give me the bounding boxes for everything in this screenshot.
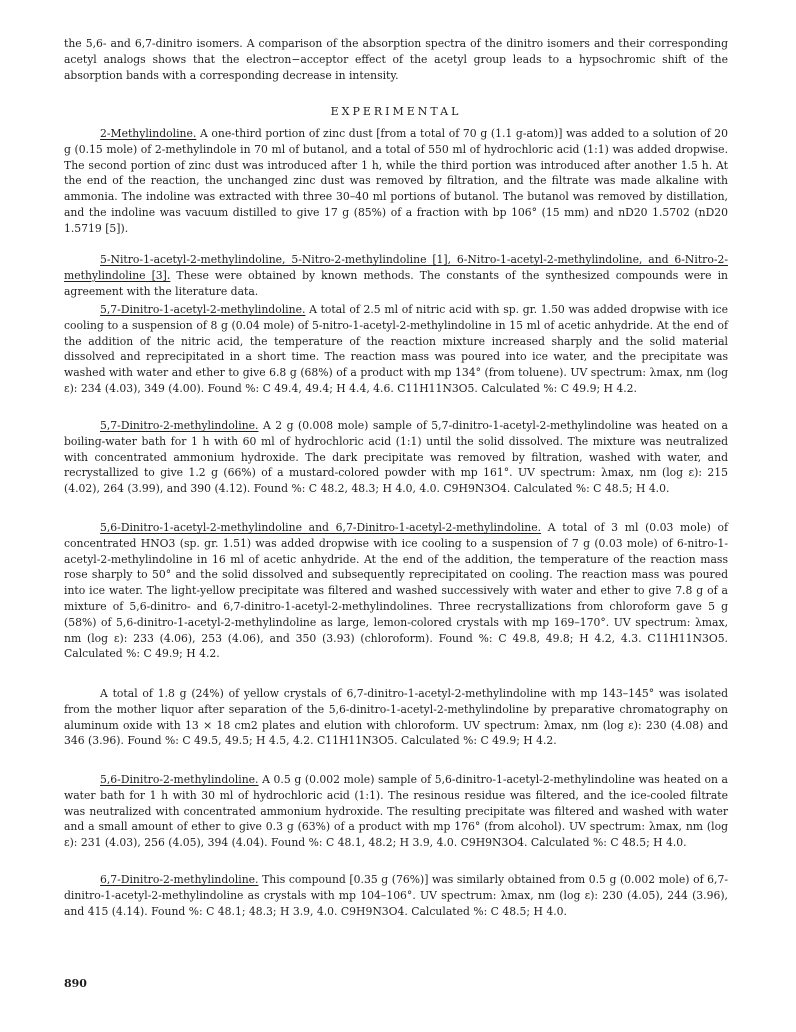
procedure-56-dinitro-methyl xyxy=(64,772,728,851)
procedure-56-67-dinitro-acetyl xyxy=(64,520,728,662)
compound-title: 5,6-Dinitro-1-acetyl-2-methylindoline and 6,7-Dinitro-1-acetyl-2-methylindoline. xyxy=(100,521,542,534)
compound-title: 6,7-Dinitro-2-methylindoline. xyxy=(100,873,259,886)
section-heading: EXPERIMENTAL xyxy=(330,105,462,118)
compound-title: 2-Methylindoline. xyxy=(100,127,197,140)
compound-title: 5,6-Dinitro-2-methylindoline. xyxy=(100,773,259,786)
paragraph-text: A total of 3 ml (0.03 mole) of concentrated HNO3 (sp. gr. 1.51) was added dropwise with ice cooling to a suspension of 7 g (0.03 mole) of 6-nitro-1-acetyl-2-methylindoline in 16 ml of acetic anhydride. At the end of the addition, the temperature of the reaction mass rose sharply to 50° and the solid dissolved and subsequently reprecipitated on cooling. The reaction mass was poured into ice water. The light-yellow precipitate was filtered and washed successively with water and ether to give 7.8 g of a mixture of 5,6-dinitro- and 6,7-dinitro-1-acetyl-2-methylindolines. Three recrystallizations from chloroform gave 5 g (58%) of 5,6-dinitro-1-acetyl-2-methylindoline as large, lemon-colored crystals with mp 169–170°. UV spectrum: λmax, nm (log ε): 233 (4.06), 253 (4.06), and 350 (3.93) (chloroform). Found %: C 49.8, 49.8; H 4.2, 4.3. C11H11N3O5. Calculated %: C 49.9; H 4.2. xyxy=(64,521,729,661)
procedure-nitro-compounds xyxy=(64,252,728,299)
procedure-57-dinitro-acetyl xyxy=(64,302,728,397)
paragraph-text: A 2 g (0.008 mole) sample of 5,7-dinitro-1-acetyl-2-methylindoline was heated on a boiling-water bath for 1 h with 60 ml of hydrochloric acid (1:1) until the solid dissolved. The mixture was neutralized with concentrated ammonium hydroxide. The dark precipitate was removed by filtration, washed with water, and recrystallized to give 1.2 g (66%) of a mustard-colored powder with mp 161°. UV spectrum: λmax, nm (log ε): 215 (4.02), 264 (3.99), and 390 (4.12). Found %: C 48.2, 48.3; H 4.0, 4.0. C9H9N3O4. Calculated %: C 48.5; H 4.0. xyxy=(64,419,728,496)
page-number: 890 xyxy=(64,977,87,990)
procedure-chromatography xyxy=(64,686,728,749)
paragraph-text: A one-third portion of zinc dust [from a total of 70 g (1.1 g-atom)] was added to a solution of 20 g (0.15 mole) of 2-methylindole in 70 ml of butanol, and a total of 550 ml of hydrochloric acid (1:1) was added dropwise. The second portion of zinc dust was introduced after 1 h, while the third portion was introduced after another 1.5 h. At the end of the reaction, the unchanged zinc dust was removed by filtration, and the filtrate was made alkaline with ammonia. The indoline was extracted with three 30–40 ml portions of butanol. The butanol was removed by distillation, and the indoline was vacuum distilled to give 17 g (85%) of a fraction with bp 106° (15 mm) and nD20 1.5702 (nD20 1.5719 [5]). xyxy=(64,127,728,235)
procedure-67-dinitro-methyl xyxy=(64,872,728,919)
paragraph-text: the 5,6- and 6,7-dinitro isomers. A comparison of the absorption spectra of the dinitro isomers and their corresponding acetyl analogs shows that the electron−acceptor effect of the acetyl group leads to a hypsochromic shift of the absorption bands with a corresponding decrease in intensity. xyxy=(64,37,728,82)
paragraph-text: These were obtained by known methods. The constants of the synthesized compounds were in agreement with the literature data. xyxy=(64,268,728,298)
compound-title: 5-Nitro-1-acetyl-2-methylindoline, 5-Nitro-2-methylindoline [1], 6-Nitro-1-acetyl-2-methylindoline, and 6-Nitro-2-methylindoline [3]. xyxy=(64,253,728,282)
intro-paragraph xyxy=(64,36,728,83)
paragraph-text: A total of 1.8 g (24%) of yellow crystals of 6,7-dinitro-1-acetyl-2-methylindoline with mp 143–145° was isolated from the mother liquor after separation of the 5,6-dinitro-1-acetyl-2-methylindoline by preparative chromatography on aluminum oxide with 13 × 18 cm2 plates and elution with chloroform. UV spectrum: λmax, nm (log ε): 230 (4.08) and 346 (3.96). Found %: C 49.5, 49.5; H 4.5, 4.2. C11H11N3O5. Calculated %: C 49.9; H 4.2. xyxy=(64,687,728,748)
compound-title: 5,7-Dinitro-2-methylindoline. xyxy=(100,419,259,432)
procedure-methylindoline xyxy=(64,126,728,237)
paragraph-text: A 0.5 g (0.002 mole) sample of 5,6-dinitro-1-acetyl-2-methylindoline was heated on a water bath for 1 h with 30 ml of hydrochloric acid (1:1). The resinous residue was filtered, and the ice-cooled filtrate was neutralized with concentrated ammonium hydroxide. The resulting precipitate was filtered and washed with water and a small amount of ether to give 0.3 g (63%) of a product with mp 176° (from alcohol). UV spectrum: λmax, nm (log ε): 231 (4.03), 256 (4.05), 394 (4.04). Found %: C 48.1, 48.2; H 3.9, 4.0. C9H9N3O4. Calculated %: C 48.5; H 4.0. xyxy=(64,773,728,850)
paragraph-text: This compound [0.35 g (76%)] was similarly obtained from 0.5 g (0.002 mole) of 6,7-dinitro-1-acetyl-2-methylindoline as crystals with mp 104–106°. UV spectrum: λmax, nm (log ε): 230 (4.05), 244 (3.96), and 415 (4.14). Found %: C 48.1; 48.3; H 3.9, 4.0. C9H9N3O4. Calculated %: C 48.5; H 4.0. xyxy=(64,873,728,918)
paragraph-text: A total of 2.5 ml of nitric acid with sp. gr. 1.50 was added dropwise with ice cooling to a suspension of 8 g (0.04 mole) of 5-nitro-1-acetyl-2-methylindoline in 15 ml of acetic anhydride. At the end of the addition of the nitric acid, the temperature of the reaction mixture increased sharply and the solid material dissolved and reprecipitated in a short time. The reaction mass was poured into ice water, and the precipitate was washed with water and ether to give 6.8 g (68%) of a product with mp 134° (from toluene). UV spectrum: λmax, nm (log ε): 234 (4.03), 349 (4.00). Found %: C 49.4, 49.4; H 4.4, 4.6. C11H11N3O5. Calculated %: C 49.9; H 4.2. xyxy=(64,303,728,395)
compound-title: 5,7-Dinitro-1-acetyl-2-methylindoline. xyxy=(100,303,306,316)
procedure-57-dinitro-methyl xyxy=(64,418,728,497)
